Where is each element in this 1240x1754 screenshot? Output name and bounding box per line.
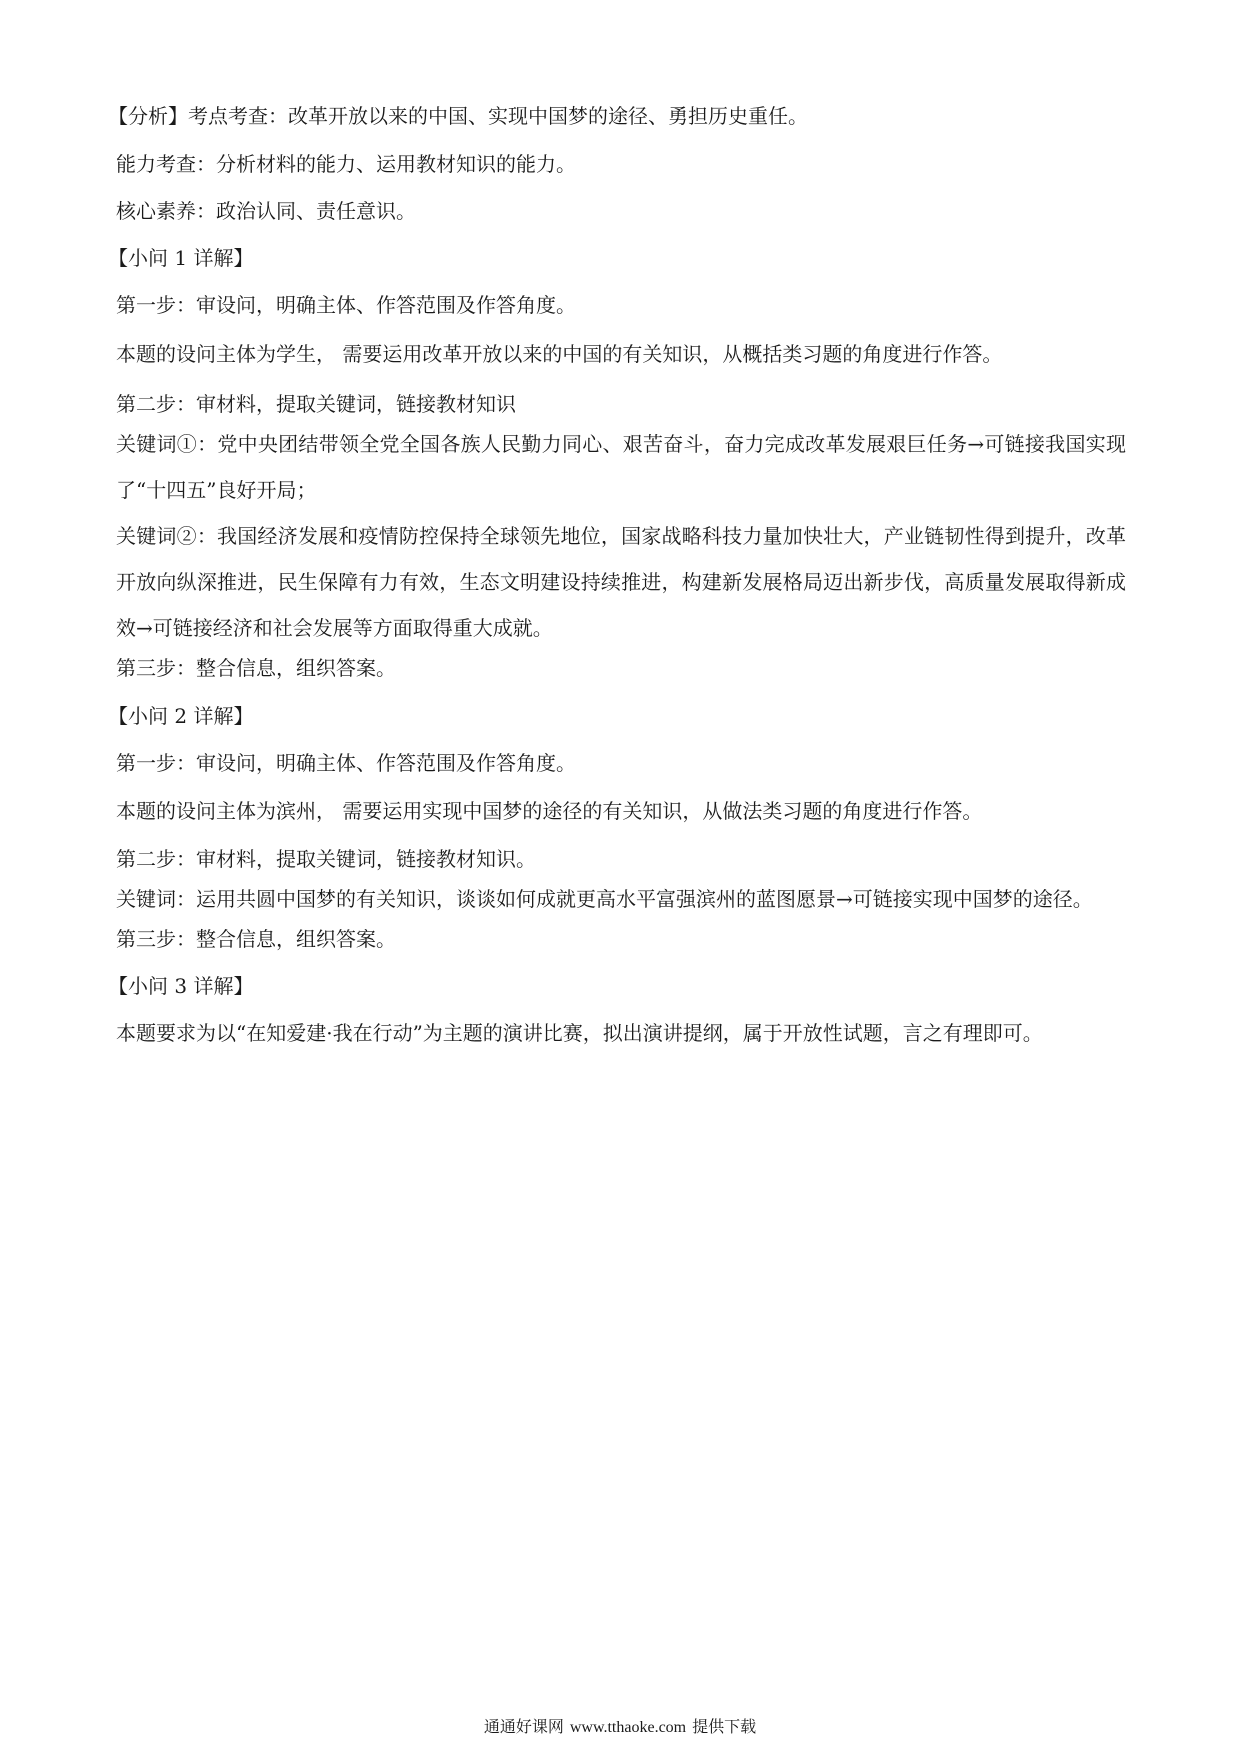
q2-step-3: 第三步：整合信息，组织答案。	[116, 927, 396, 951]
page-footer	[0, 1717, 1240, 1738]
analysis-heading: 【分析】考点考查：改革开放以来的中国、实现中国梦的途径、勇担历史重任。	[108, 104, 808, 128]
q1-step-1: 第一步：审设问，明确主体、作答范围及作答角度。	[116, 293, 576, 317]
q1-keyword-1: 关键词①：党中央团结带领全党全国各族人民勤力同心、艰苦奋斗，奋力完成改革发展艰巨任务→可链接我国实现了“十四五”良好开局；	[116, 432, 1126, 502]
document-body	[108, 102, 1126, 1047]
q3-requirement-line: 本题要求为以“在知爱建·我在行动”为主题的演讲比赛，拟出演讲提纲，属于开放性试题，言之有理即可。	[116, 1021, 1043, 1045]
core-literacy-line: 核心素养：政治认同、责任意识。	[116, 199, 416, 223]
q1-keyword-2: 关键词②：我国经济发展和疫情防控保持全球领先地位，国家战略科技力量加快壮大，产业链韧性得到提升，改革开放向纵深推进，民生保障有力有效，生态文明建设持续推进，构建新发展格局迈出新步伐，高质量发展取得新成效→可链接经济和社会发展等方面取得重大成就。	[116, 524, 1126, 640]
q2-keyword: 关键词：运用共圆中国梦的有关知识，谈谈如何成就更高水平富强滨州的蓝图愿景→可链接实现中国梦的途径。	[116, 887, 1093, 911]
footer-download-text: 提供下载	[692, 1717, 757, 1736]
ability-line: 能力考查：分析材料的能力、运用教材知识的能力。	[116, 152, 576, 176]
question-1-heading: 【小问 1 详解】	[108, 246, 254, 270]
q1-subject-line: 本题的设问主体为学生， 需要运用改革开放以来的中国的有关知识，从概括类习题的角度进行作答。	[116, 342, 1003, 366]
q2-subject-line: 本题的设问主体为滨州， 需要运用实现中国梦的途径的有关知识，从做法类习题的角度进行作答。	[116, 799, 983, 823]
q1-step-3: 第三步：整合信息，组织答案。	[116, 656, 396, 680]
footer-brand: 通通好课网	[483, 1717, 564, 1736]
q2-step-1: 第一步：审设问，明确主体、作答范围及作答角度。	[116, 751, 576, 775]
question-3-heading: 【小问 3 详解】	[108, 974, 254, 998]
q1-step-2: 第二步：审材料，提取关键词，链接教材知识	[116, 392, 516, 416]
q2-step-2: 第二步：审材料，提取关键词，链接教材知识。	[116, 847, 536, 871]
footer-site-link[interactable]: www.tthaoke.com	[569, 1719, 687, 1736]
question-2-heading: 【小问 2 详解】	[108, 704, 254, 728]
